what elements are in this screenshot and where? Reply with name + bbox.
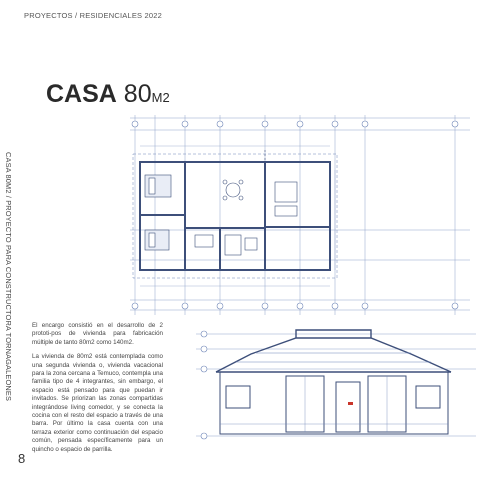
breadcrumb: PROYECTOS / RESIDENCIALES 2022 bbox=[24, 11, 162, 20]
floor-plan-drawing bbox=[125, 110, 475, 320]
title-unit: M2 bbox=[151, 90, 170, 105]
side-label: CASA 80M2 / PROYECTO PARA CONSTRUCTORA TORNAGALEONES bbox=[4, 152, 13, 402]
elevation-drawing bbox=[196, 324, 476, 442]
title-size: 80 bbox=[123, 80, 152, 108]
title-bold: CASA bbox=[46, 80, 117, 108]
page-title bbox=[46, 82, 170, 107]
project-description bbox=[32, 322, 163, 460]
paragraph-detail: La vivienda de 80m2 está contemplada como una segunda vivienda o, vivienda vacacional para la zona cercana a Temuco, contempla una familia tipo de 4 integrantes, sin embargo, el espacio está pensado para que puedan ir invitados. Se priorizan las zonas compartidas integrándose living comedor, y se conecta la cocina con el resto del espacio a través de una barra. Por último la casa cuenta con una terraza exterior como continuación del espacio común, pensada específicamente para un quincho o espacio de parrilla. bbox=[32, 353, 163, 453]
page-number: 8 bbox=[18, 451, 26, 466]
paragraph-intro: El encargo consistió en el desarrollo de 2 prototi-pos de vivienda para fabricación múltiple de tanto 80m2 como 140m2. bbox=[32, 322, 163, 346]
